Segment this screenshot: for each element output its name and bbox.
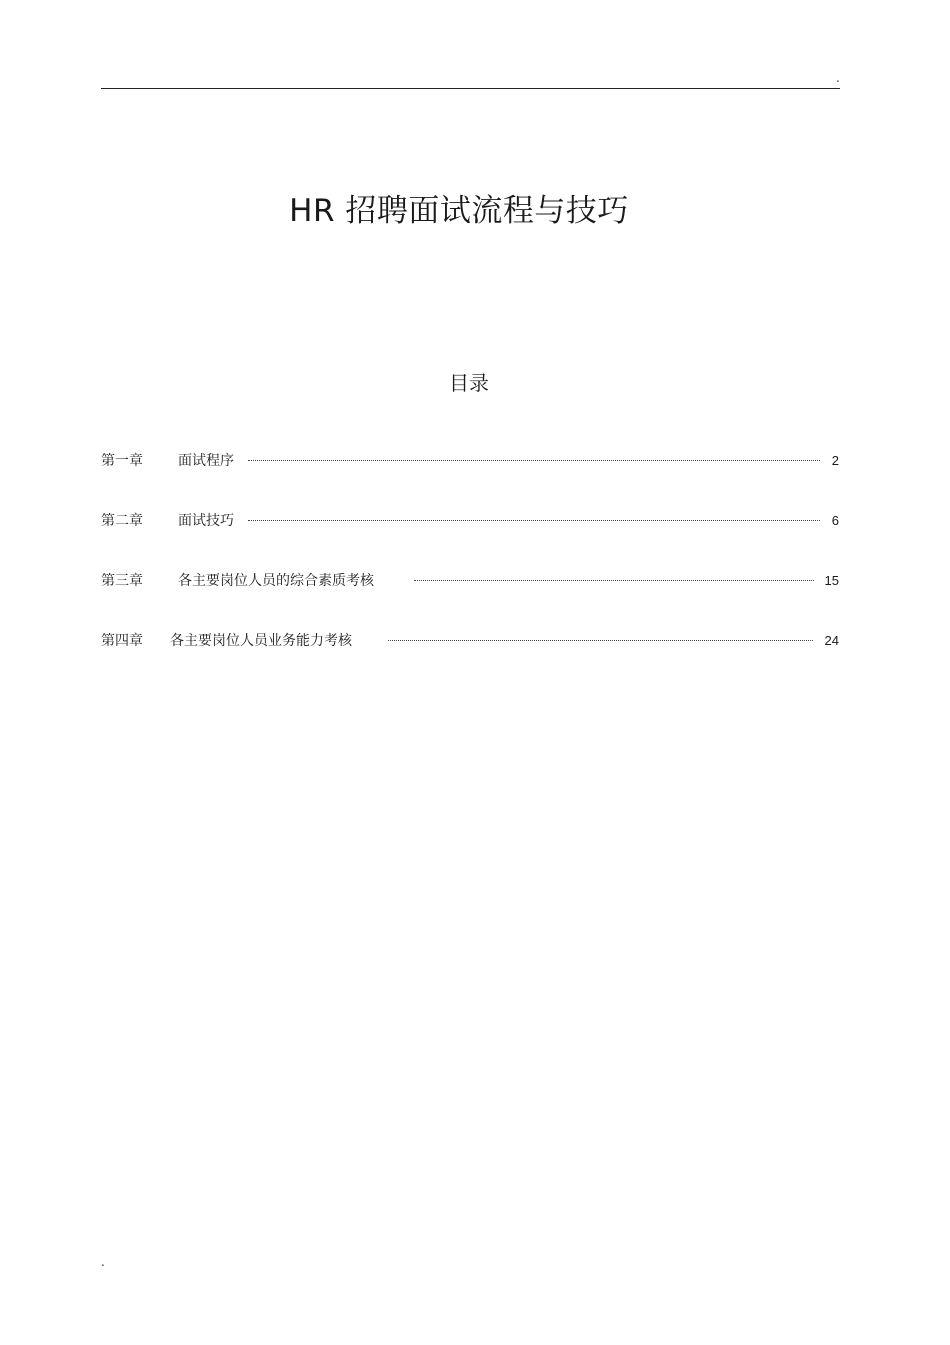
toc-page-number: 6 — [831, 513, 839, 528]
toc-page-number: 2 — [831, 453, 839, 468]
toc-entry-1[interactable] — [101, 451, 839, 471]
toc-dot-leader — [248, 520, 820, 521]
toc-chapter-number: 第三章 — [101, 573, 143, 589]
toc-chapter-number: 第四章 — [101, 633, 143, 649]
toc-chapter-name: 各主要岗位人员业务能力考核 — [170, 633, 352, 649]
document-title: HR 招聘面试流程与技巧 — [289, 193, 629, 229]
toc-dot-leader — [414, 580, 814, 581]
toc-chapter-name: 面试技巧 — [178, 513, 234, 529]
header-mark: . — [836, 71, 840, 85]
toc-chapter-number: 第一章 — [101, 453, 143, 469]
toc-dot-leader — [388, 640, 813, 641]
toc-heading: 目录 — [449, 371, 489, 395]
toc-chapter-name: 各主要岗位人员的综合素质考核 — [178, 573, 374, 589]
footer-mark: . — [101, 1255, 105, 1269]
toc-chapter-number: 第二章 — [101, 513, 143, 529]
toc-entry-4[interactable] — [101, 631, 839, 651]
toc-chapter-name: 面试程序 — [178, 453, 234, 469]
toc-entry-3[interactable] — [101, 571, 839, 591]
toc-dot-leader — [248, 460, 820, 461]
header-rule — [101, 88, 840, 89]
toc-page-number: 15 — [824, 573, 839, 588]
toc-page-number: 24 — [824, 633, 839, 648]
toc-entry-2[interactable] — [101, 511, 839, 531]
